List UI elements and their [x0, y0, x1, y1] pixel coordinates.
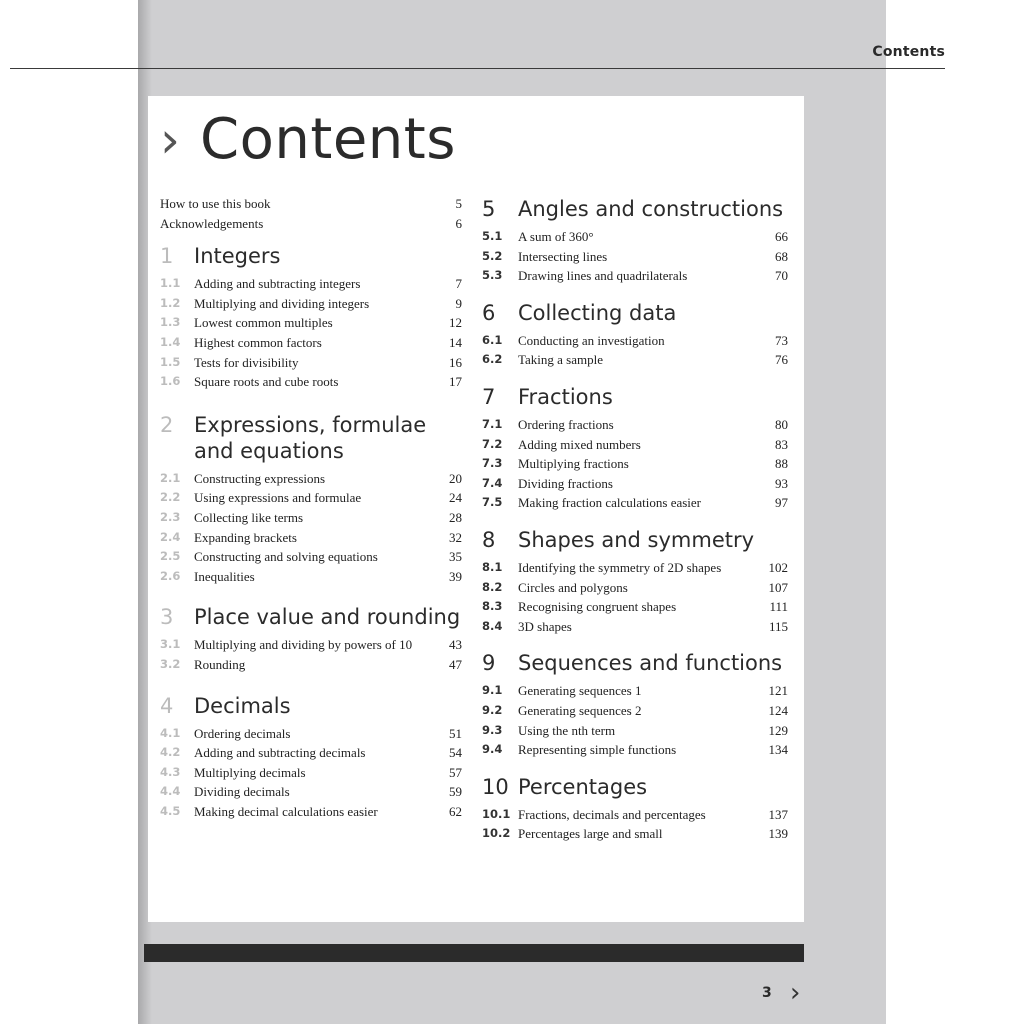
toc-entry-title: Multiplying fractions — [518, 456, 629, 472]
toc-entry-page: 80 — [775, 416, 788, 432]
toc-entry[interactable] — [482, 558, 792, 578]
toc-entry-number: 1.1 — [160, 276, 181, 291]
chapter-title: Sequences and functions — [518, 651, 783, 676]
toc-entry-number: 5.3 — [482, 268, 503, 283]
toc-entry-number: 3.2 — [160, 656, 181, 671]
toc-entry-page: 115 — [768, 618, 788, 634]
toc-entry[interactable] — [160, 743, 466, 763]
toc-entry-number: 9.4 — [482, 742, 503, 757]
toc-entry-number: 2.6 — [160, 568, 181, 583]
toc-entry-number: 5.1 — [482, 229, 503, 243]
toc-entry-title: A sum of 360° — [518, 229, 594, 244]
toc-entry-title: Dividing decimals — [194, 784, 290, 800]
toc-entry[interactable] — [160, 567, 466, 587]
toc-entry[interactable] — [160, 372, 466, 392]
toc-entry[interactable] — [482, 721, 792, 741]
toc-entry[interactable] — [160, 782, 466, 802]
chapter-number: 6 — [482, 300, 496, 325]
toc-entry-title: Adding and subtracting integers — [194, 276, 361, 292]
chapter-heading[interactable] — [482, 196, 792, 222]
toc-entry-page: 102 — [768, 559, 788, 575]
toc-entry[interactable] — [160, 635, 466, 655]
toc-entry-page: 73 — [775, 332, 788, 348]
chapter-title: Fractions — [518, 384, 613, 409]
toc-entry-number: 7.2 — [482, 436, 503, 451]
toc-entry-number: 9.1 — [482, 683, 503, 698]
toc-entry[interactable] — [160, 547, 466, 567]
chapter-block — [160, 243, 466, 392]
chapter-block — [482, 384, 792, 513]
toc-entry-page: 12 — [449, 315, 462, 331]
toc-entry[interactable] — [160, 214, 466, 234]
toc-entry-title: Using expressions and formulae — [194, 490, 362, 506]
chapter-heading[interactable] — [482, 527, 792, 553]
toc-entry[interactable] — [482, 701, 792, 721]
toc-entry-title: Collecting like terms — [194, 509, 304, 525]
toc-entry-title: Taking a sample — [518, 352, 604, 368]
toc-entry[interactable] — [482, 681, 792, 701]
toc-entry-number: 4.2 — [160, 745, 181, 760]
toc-entry-title: Conducting an investigation — [518, 332, 665, 348]
toc-entry-number: 8.2 — [482, 579, 503, 594]
toc-entry[interactable] — [160, 655, 466, 675]
toc-entry-title: Tests for divisibility — [194, 354, 299, 370]
toc-entry[interactable] — [482, 247, 792, 267]
chapter-block — [482, 527, 792, 636]
chapter-heading[interactable] — [482, 650, 792, 676]
toc-entry-number: 1.6 — [160, 374, 181, 389]
toc-entry[interactable] — [482, 493, 792, 513]
toc-entry[interactable] — [482, 227, 792, 247]
chapter-block — [482, 300, 792, 370]
toc-entry-page: 137 — [768, 806, 788, 822]
toc-entry-number: 6.2 — [482, 352, 503, 367]
toc-entry-page: 93 — [775, 475, 788, 491]
chapter-heading[interactable] — [482, 300, 792, 326]
toc-entry-title: Circles and polygons — [518, 579, 628, 595]
toc-entry-number: 2.3 — [160, 509, 181, 524]
toc-entry[interactable] — [482, 824, 792, 844]
toc-entry[interactable] — [482, 597, 792, 617]
toc-entry[interactable] — [482, 435, 792, 455]
toc-entry-page: 97 — [775, 495, 788, 511]
toc-entry-title: Generating sequences 2 — [518, 702, 642, 718]
toc-entry[interactable] — [482, 331, 792, 351]
toc-entry[interactable] — [160, 294, 466, 314]
toc-entry-page: 28 — [449, 509, 462, 525]
toc-entry[interactable] — [482, 474, 792, 494]
chapter-title: Shapes and symmetry — [518, 527, 755, 552]
chapter-title: Collecting data — [518, 300, 677, 325]
toc-entry[interactable] — [482, 740, 792, 760]
toc-entry-page: 32 — [449, 529, 462, 545]
toc-entry-page: 43 — [449, 637, 462, 653]
toc-entry-page: 139 — [768, 826, 788, 842]
chapter-heading[interactable] — [482, 774, 792, 800]
toc-entry-title: Ordering decimals — [194, 725, 291, 741]
toc-entry-number: 3.1 — [160, 637, 181, 652]
toc-entry[interactable] — [482, 578, 792, 598]
toc-entry[interactable] — [160, 528, 466, 548]
toc-entry-title: Recognising congruent shapes — [518, 599, 677, 615]
chapter-title: Decimals — [194, 693, 291, 718]
toc-entry-title: Multiplying and dividing integers — [194, 295, 370, 311]
toc-entry-title: Constructing and solving equations — [194, 549, 378, 565]
toc-entry-title: Percentages large and small — [518, 826, 663, 842]
toc-entry-page: 20 — [449, 470, 462, 486]
toc-entry-page: 54 — [449, 745, 462, 761]
chapter-number: 3 — [160, 605, 174, 630]
toc-entry[interactable] — [482, 617, 792, 637]
header-rule — [10, 68, 945, 69]
page-number: 3 — [762, 985, 772, 1001]
chapter-heading[interactable] — [482, 384, 792, 410]
chevron-right-icon: › — [160, 111, 180, 169]
toc-entry-title: Multiplying decimals — [194, 764, 306, 780]
toc-entry-page: 83 — [775, 436, 788, 452]
toc-entry-number: 2.2 — [160, 490, 181, 505]
chapter-title: Percentages — [518, 774, 648, 799]
toc-entry-title: Making fraction calculations easier — [518, 495, 702, 511]
chapter-number: 1 — [160, 244, 174, 269]
toc-entry-title: Rounding — [194, 656, 246, 672]
toc-entry-number: 1.2 — [160, 295, 181, 310]
chapter-block — [482, 650, 792, 759]
toc-entry-page: 6 — [455, 215, 462, 231]
toc-entry-number: 7.5 — [482, 495, 503, 510]
toc-entry[interactable] — [482, 805, 792, 825]
toc-entry-page: 51 — [449, 725, 462, 741]
toc-entry-title: Adding and subtracting decimals — [194, 745, 366, 761]
chapter-block — [482, 196, 792, 286]
toc-entry-number: 4.1 — [160, 725, 181, 740]
toc-entry-title: Adding mixed numbers — [518, 436, 641, 452]
toc-entry-title: Representing simple functions — [518, 742, 677, 758]
toc-entry[interactable] — [482, 415, 792, 435]
chapter-number: 4 — [160, 693, 174, 718]
chapter-title: Angles and constructions — [518, 197, 784, 221]
toc-entry-title: Generating sequences 1 — [518, 683, 642, 699]
toc-entry-title: 3D shapes — [518, 618, 572, 634]
chapter-block — [160, 412, 466, 587]
toc-entry-number: 2.4 — [160, 529, 181, 544]
toc-entry[interactable] — [482, 350, 792, 370]
toc-entry-title: Identifying the symmetry of 2D shapes — [518, 559, 722, 575]
toc-entry[interactable] — [160, 469, 466, 489]
toc-entry-title: How to use this book — [160, 196, 271, 211]
toc-entry-number: 7.1 — [482, 416, 503, 431]
toc-entry-page: 88 — [775, 456, 788, 472]
chapter-number: 7 — [482, 384, 496, 409]
toc-entry-page: 129 — [768, 722, 788, 738]
toc-entry[interactable] — [482, 266, 792, 286]
toc-entry-number: 1.5 — [160, 354, 181, 369]
toc-entry-page: 47 — [449, 656, 462, 672]
chapter-heading[interactable] — [160, 412, 466, 464]
toc-entry-title: Inequalities — [194, 568, 255, 584]
chapter-heading[interactable] — [160, 693, 466, 719]
toc-entry-number: 10.2 — [482, 826, 511, 841]
chapter-heading[interactable] — [160, 604, 466, 630]
footer-bar — [144, 944, 804, 962]
toc-entry[interactable] — [160, 508, 466, 528]
toc-entry[interactable] — [160, 488, 466, 508]
toc-entry[interactable] — [160, 724, 466, 744]
toc-entry-number: 2.1 — [160, 470, 181, 485]
toc-entry[interactable] — [482, 454, 792, 474]
toc-entry-number: 1.3 — [160, 315, 181, 330]
toc-entry-title: Ordering fractions — [518, 416, 614, 432]
toc-entry-page: 59 — [449, 784, 462, 800]
toc-entry-page: 9 — [455, 295, 462, 311]
page-title: Contents — [200, 107, 456, 172]
toc-entry[interactable] — [160, 194, 466, 214]
chapter-number: 2 — [160, 412, 174, 437]
toc-entry-title: Expanding brackets — [194, 529, 297, 545]
toc-entry-number: 8.3 — [482, 599, 503, 614]
toc-entry[interactable] — [160, 274, 466, 294]
toc-entry-number: 8.4 — [482, 618, 503, 633]
toc-entry-number: 6.1 — [482, 332, 503, 347]
toc-entry[interactable] — [160, 333, 466, 353]
toc-entry-title: Highest common factors — [194, 334, 322, 350]
chapter-title: Expressions, formulae and equations — [194, 412, 427, 463]
toc-entry-page: 124 — [768, 702, 788, 718]
toc-entry-number: 9.2 — [482, 702, 503, 717]
chapter-number: 9 — [482, 651, 496, 676]
toc-entry-page: 62 — [449, 803, 462, 819]
toc-entry-title: Square roots and cube roots — [194, 374, 339, 390]
toc-entry-title: Making decimal calculations easier — [194, 803, 378, 819]
contents-column-right — [482, 196, 792, 844]
toc-entry-number: 5.2 — [482, 248, 503, 263]
chapter-number: 8 — [482, 527, 496, 552]
toc-entry-page: 76 — [775, 352, 788, 368]
chapter-block — [482, 774, 792, 844]
toc-entry-page: 39 — [449, 568, 462, 584]
running-header: Contents — [872, 44, 945, 60]
chevron-right-icon[interactable]: › — [790, 978, 801, 1008]
toc-entry-page: 70 — [775, 268, 788, 284]
chapter-title: Integers — [194, 244, 281, 269]
chapter-block — [160, 604, 466, 674]
chapter-heading[interactable] — [160, 243, 466, 269]
toc-entry-title: Intersecting lines — [518, 248, 608, 264]
toc-entry[interactable] — [160, 353, 466, 373]
toc-entry-page: 17 — [449, 374, 462, 390]
toc-entry-page: 68 — [775, 248, 788, 264]
toc-entry-title: Drawing lines and quadrilaterals — [518, 268, 688, 284]
toc-entry-number: 4.3 — [160, 764, 181, 779]
toc-entry[interactable] — [160, 763, 466, 783]
chapter-block — [160, 693, 466, 822]
toc-entry-number: 2.5 — [160, 549, 181, 564]
toc-entry-page: 5 — [455, 196, 462, 211]
toc-entry-title: Using the nth term — [518, 722, 616, 738]
toc-entry-page: 111 — [769, 599, 788, 615]
toc-entry-title: Multiplying and dividing by powers of 10 — [194, 637, 413, 653]
toc-entry-page: 57 — [449, 764, 462, 780]
toc-entry-number: 10.1 — [482, 806, 511, 821]
toc-entry-title: Fractions, decimals and percentages — [518, 806, 706, 822]
toc-entry-number: 7.3 — [482, 456, 503, 471]
contents-column-left — [160, 194, 466, 821]
chapter-number: 5 — [482, 197, 496, 221]
toc-entry-page: 14 — [449, 334, 462, 350]
toc-entry-title: Constructing expressions — [194, 470, 326, 486]
toc-entry-number: 7.4 — [482, 475, 503, 490]
toc-entry-page: 7 — [455, 276, 462, 292]
toc-entry-page: 121 — [768, 683, 788, 699]
toc-entry-title: Acknowledgements — [160, 215, 264, 231]
toc-entry-number: 1.4 — [160, 334, 181, 349]
toc-entry-number: 9.3 — [482, 722, 503, 737]
toc-entry-number: 8.1 — [482, 559, 503, 574]
toc-entry-page: 16 — [449, 354, 462, 370]
toc-entry-page: 134 — [768, 742, 788, 758]
chapter-title: Place value and rounding — [194, 605, 461, 630]
toc-entry-title: Dividing fractions — [518, 475, 613, 491]
toc-entry-page: 24 — [449, 490, 462, 506]
toc-entry[interactable] — [160, 313, 466, 333]
toc-entry-number: 4.4 — [160, 784, 181, 799]
chapter-number: 10 — [482, 774, 509, 799]
toc-entry-title: Lowest common multiples — [194, 315, 333, 331]
toc-entry-number: 4.5 — [160, 803, 181, 818]
toc-entry-page: 107 — [768, 579, 788, 595]
toc-entry-page: 66 — [775, 229, 788, 244]
toc-entry[interactable] — [160, 802, 466, 822]
toc-entry-page: 35 — [449, 549, 462, 565]
